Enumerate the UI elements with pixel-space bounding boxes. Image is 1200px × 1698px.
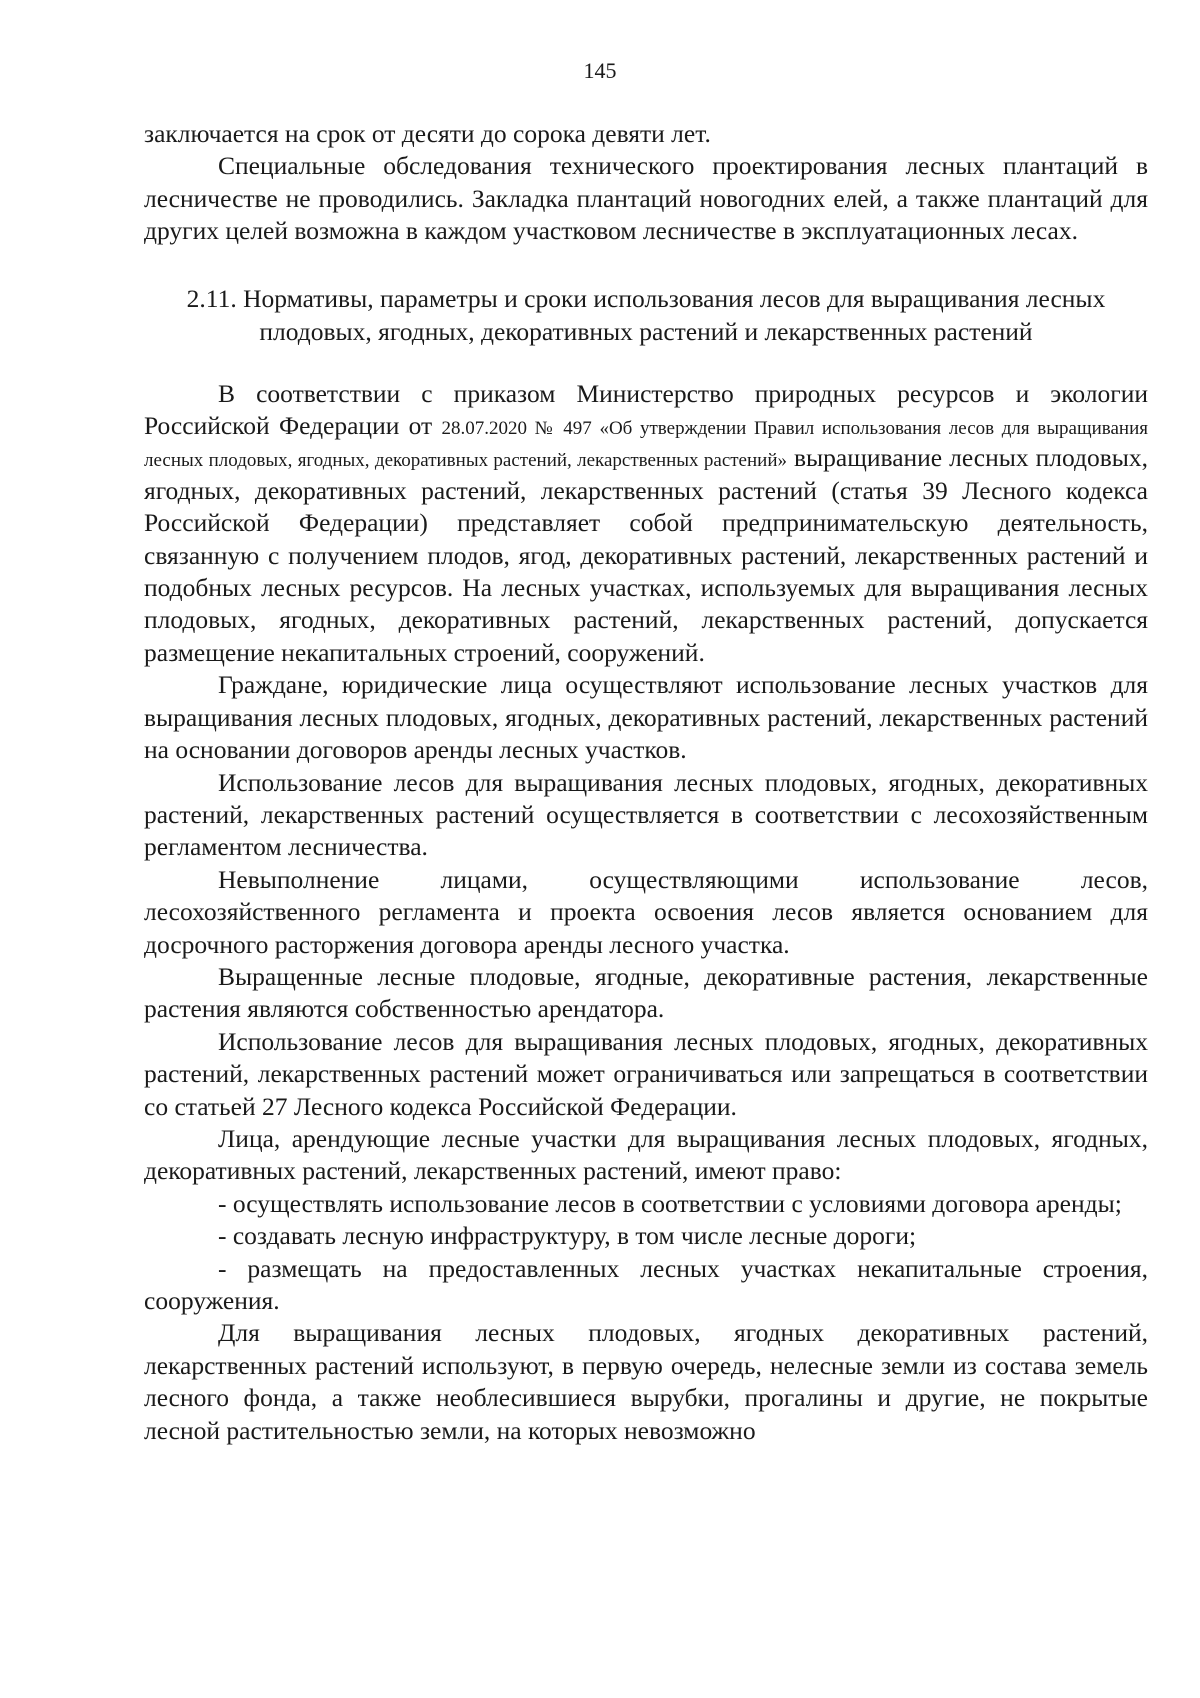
paragraph-order-reference-end: выращивание лесных плодовых, ягодных, декоративных растений, лекарственных растений (статья 39 Лесного кодекса Российской Федерации) представляет собой предпринимательскую деятельность, связанную с получением плодов, ягод, декоративных растений, лекарственных растений и подобных лесных ресурсов. На лесных участках, используемых для выращивания лесных плодовых, ягодных, декоративных растений, лекарственных растений, допускается размещение некапитальных строений, сооружений. [144, 443, 1148, 667]
list-item: - размещать на предоставленных лесных участках некапитальные строения, сооружения. [144, 1253, 1148, 1315]
order-citation: 28.07.2020 № 497 «Об утверждении Правил использования лесов для выращивания лесных плодовых, ягодных, декоративных растений, лекарственных растений» [144, 418, 1148, 472]
paragraph-ownership: Выращенные лесные плодовые, ягодные, декоративные растения, лекарственные растения являются собственностью арендатора. [144, 961, 1148, 1024]
page-number: 145 [583, 58, 617, 83]
paragraph-order-reference-start: В соответствии с приказом Министерство природных ресурсов и экологии Российской Федерации от [144, 378, 1148, 441]
paragraph-order-reference [144, 378, 1148, 670]
paragraph-lease-basis: Граждане, юридические лица осуществляют использование лесных участков для выращивания лесных плодовых, ягодных, декоративных растений, лекарственных растений на основании договоров аренды лесных участков. [144, 670, 1148, 765]
document-body [144, 118, 1148, 1447]
list-item: - осуществлять использование лесов в соответствии с условиями договора аренды; [218, 1188, 1122, 1218]
paragraph-special-surveys: Специальные обследования технического проектирования лесных плантаций в лесничестве не проводились. Закладка плантаций новогодних елей, а также плантаций для других целей возможна в каждом участковом лесничестве в эксплуатационных лесах. [144, 151, 1148, 246]
list-item: - создавать лесную инфраструктуру, в том числе лесные дороги; [218, 1221, 917, 1251]
paragraph-lessee-rights: Лица, арендующие лесные участки для выращивания лесных плодовых, ягодных, декоративных растений, лекарственных растений, имеют право: [144, 1123, 1148, 1186]
paragraph-regulation-compliance: Использование лесов для выращивания лесных плодовых, ягодных, декоративных растений, лекарственных растений осуществляется в соответствии с лесохозяйственным регламентом лесничества. [144, 767, 1148, 862]
paragraph-continuation: заключается на срок от десяти до сорока девяти лет. [144, 119, 711, 148]
paragraph-contract-termination: Невыполнение лицами, осуществляющими использование лесов, лесохозяйственного регламента и проекта освоения лесов является основанием для досрочного расторжения договора аренды лесного участка. [144, 864, 1148, 959]
section-heading: 2.11. Нормативы, параметры и сроки использования лесов для выращивания лесных плодовых, ягодных, декоративных растений и лекарственных растений [186, 283, 1106, 346]
paragraph-restrictions: Использование лесов для выращивания лесных плодовых, ягодных, декоративных растений, лекарственных растений может ограничиваться или запрещаться в соответствии со статьей 27 Лесного кодекса Российской Федерации. [144, 1026, 1148, 1121]
paragraph-land-use: Для выращивания лесных плодовых, ягодных декоративных растений, лекарственных растений используют, в первую очередь, нелесные земли из состава земель лесного фонда, а также необлесившиеся вырубки, прогалины и другие, не покрытые лесной растительностью земли, на которых невозможно [144, 1318, 1148, 1445]
